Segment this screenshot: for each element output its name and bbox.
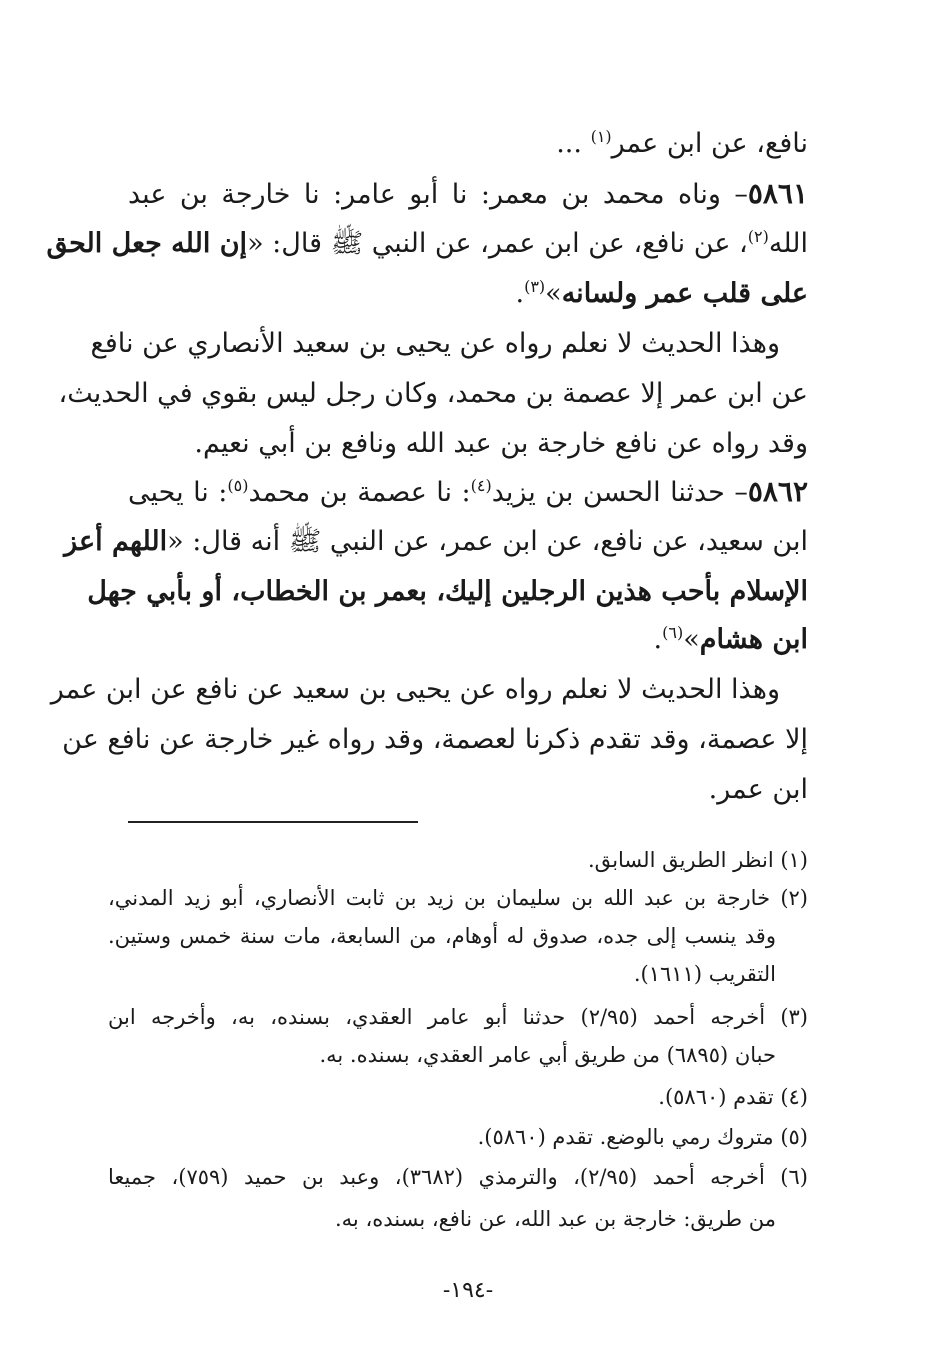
text-line bbox=[90, 324, 780, 364]
matn-bold: على قلب عمر ولسانه bbox=[561, 278, 808, 309]
footnote-6 bbox=[108, 1162, 808, 1192]
text-line bbox=[62, 720, 808, 760]
quote-mark: » bbox=[683, 624, 700, 655]
text-span: نافع، عن ابن عمر bbox=[611, 128, 808, 159]
footnote-text: من طريق: خارجة بن عبد الله، عن نافع، بسنده، به. bbox=[335, 1207, 776, 1231]
text-line bbox=[128, 620, 808, 660]
footnote-1 bbox=[108, 845, 808, 875]
footnote-ref: (٥) bbox=[227, 476, 249, 495]
footnote-text: (٢) خارجة بن عبد الله بن سليمان بن زيد بن ثابت الأنصاري، أبو زيد المدني، bbox=[108, 886, 808, 910]
commentary-text: ابن عمر. bbox=[708, 774, 808, 805]
isnad-text: – وناه محمد بن معمر: نا أبو عامر: نا خارجة بن عبد bbox=[128, 179, 748, 210]
text-line bbox=[58, 374, 808, 414]
text-line bbox=[46, 224, 808, 264]
footnote-text: (٣) أخرجه أحمد (٢/٩٥) حدثنا أبو عامر العقدي، بسنده، به، وأخرجه ابن bbox=[108, 1005, 808, 1029]
commentary-text: وهذا الحديث لا نعلم رواه عن يحيى بن سعيد عن نافع عن ابن عمر bbox=[50, 674, 780, 705]
text-line bbox=[64, 522, 808, 562]
hadith-number: ٥٨٦١ bbox=[747, 177, 808, 210]
text-span: : نا عصمة بن محمد bbox=[248, 477, 471, 508]
footnote-ref: (٣) bbox=[524, 277, 546, 296]
footnote-text: التقريب (١٦١١). bbox=[633, 962, 776, 986]
footnote-text: (٤) تقدم (٥٨٦٠). bbox=[658, 1085, 808, 1109]
text-span: ، عن نافع، عن ابن عمر، عن النبي ﷺ قال: « bbox=[247, 228, 748, 259]
footnote-text: حبان (٦٨٩٥) من طريق أبي عامر العقدي، بسنده. به. bbox=[319, 1043, 776, 1067]
quote-mark: » bbox=[545, 278, 562, 309]
hadith-5861-line bbox=[128, 174, 808, 215]
hadith-5862-line bbox=[128, 472, 808, 513]
commentary-text: وقد رواه عن نافع خارجة بن عبد الله ونافع بن أبي نعيم. bbox=[194, 428, 808, 459]
footnote-text: وقد ينسب إلى جده، صدوق له أوهام، من السابعة، مات سنة خمس وستين. bbox=[108, 924, 776, 948]
footnote-ref: (١) bbox=[590, 127, 612, 146]
commentary-text: عن ابن عمر إلا عصمة بن محمد، وكان رجل ليس بقوي في الحديث، bbox=[58, 378, 808, 409]
footnote-ref: (٢) bbox=[747, 227, 769, 246]
footnote-4 bbox=[108, 1082, 808, 1112]
text-line bbox=[128, 124, 808, 164]
footnote-3-cont bbox=[76, 1040, 776, 1070]
text-line bbox=[128, 424, 808, 464]
footnote-text: (١) انظر الطريق السابق. bbox=[588, 848, 808, 872]
text-line bbox=[50, 670, 780, 710]
text-span: : نا يحيى bbox=[128, 477, 228, 508]
text-line bbox=[128, 274, 808, 314]
footnote-divider bbox=[128, 821, 418, 823]
matn-bold: إن الله جعل الحق bbox=[46, 228, 248, 259]
footnote-3 bbox=[108, 1002, 808, 1032]
footnote-2-cont bbox=[76, 959, 776, 989]
footnote-5 bbox=[108, 1122, 808, 1152]
text-span: الله bbox=[768, 228, 808, 259]
text-line bbox=[87, 572, 808, 612]
text-span: . bbox=[515, 278, 525, 309]
footnote-6-cont bbox=[76, 1204, 776, 1234]
footnote-2 bbox=[108, 883, 808, 913]
hadith-number: ٥٨٦٢ bbox=[747, 475, 808, 508]
matn-bold: ابن هشام bbox=[699, 624, 808, 655]
footnote-2-cont bbox=[108, 921, 776, 951]
footnote-ref: (٦) bbox=[662, 623, 684, 642]
matn-bold: اللهم أعز bbox=[64, 526, 168, 557]
text-span: . bbox=[653, 624, 663, 655]
page-number: -١٩٤- bbox=[442, 1278, 494, 1303]
footnote-text: (٦) أخرجه أحمد (٢/٩٥)، والترمذي (٣٦٨٢)، وعبد بن حميد (٧٥٩)، جميعا bbox=[108, 1165, 808, 1189]
footnote-text: (٥) متروك رمي بالوضع. تقدم (٥٨٦٠). bbox=[477, 1125, 808, 1149]
ellipsis: ... bbox=[556, 128, 582, 159]
commentary-text: إلا عصمة، وقد تقدم ذكرنا لعصمة، وقد رواه غير خارجة عن نافع عن bbox=[62, 724, 808, 755]
text-span: ابن سعيد، عن نافع، عن ابن عمر، عن النبي ﷺ أنه قال: « bbox=[167, 526, 808, 557]
text-line bbox=[128, 770, 808, 810]
commentary-text: وهذا الحديث لا نعلم رواه عن يحيى بن سعيد الأنصاري عن نافع bbox=[90, 328, 780, 359]
footnote-ref: (٤) bbox=[470, 476, 492, 495]
matn-bold: الإسلام بأحب هذين الرجلين إليك، بعمر بن الخطاب، أو بأبي جهل bbox=[87, 576, 808, 607]
text-span: – حدثنا الحسن بن يزيد bbox=[491, 477, 748, 508]
